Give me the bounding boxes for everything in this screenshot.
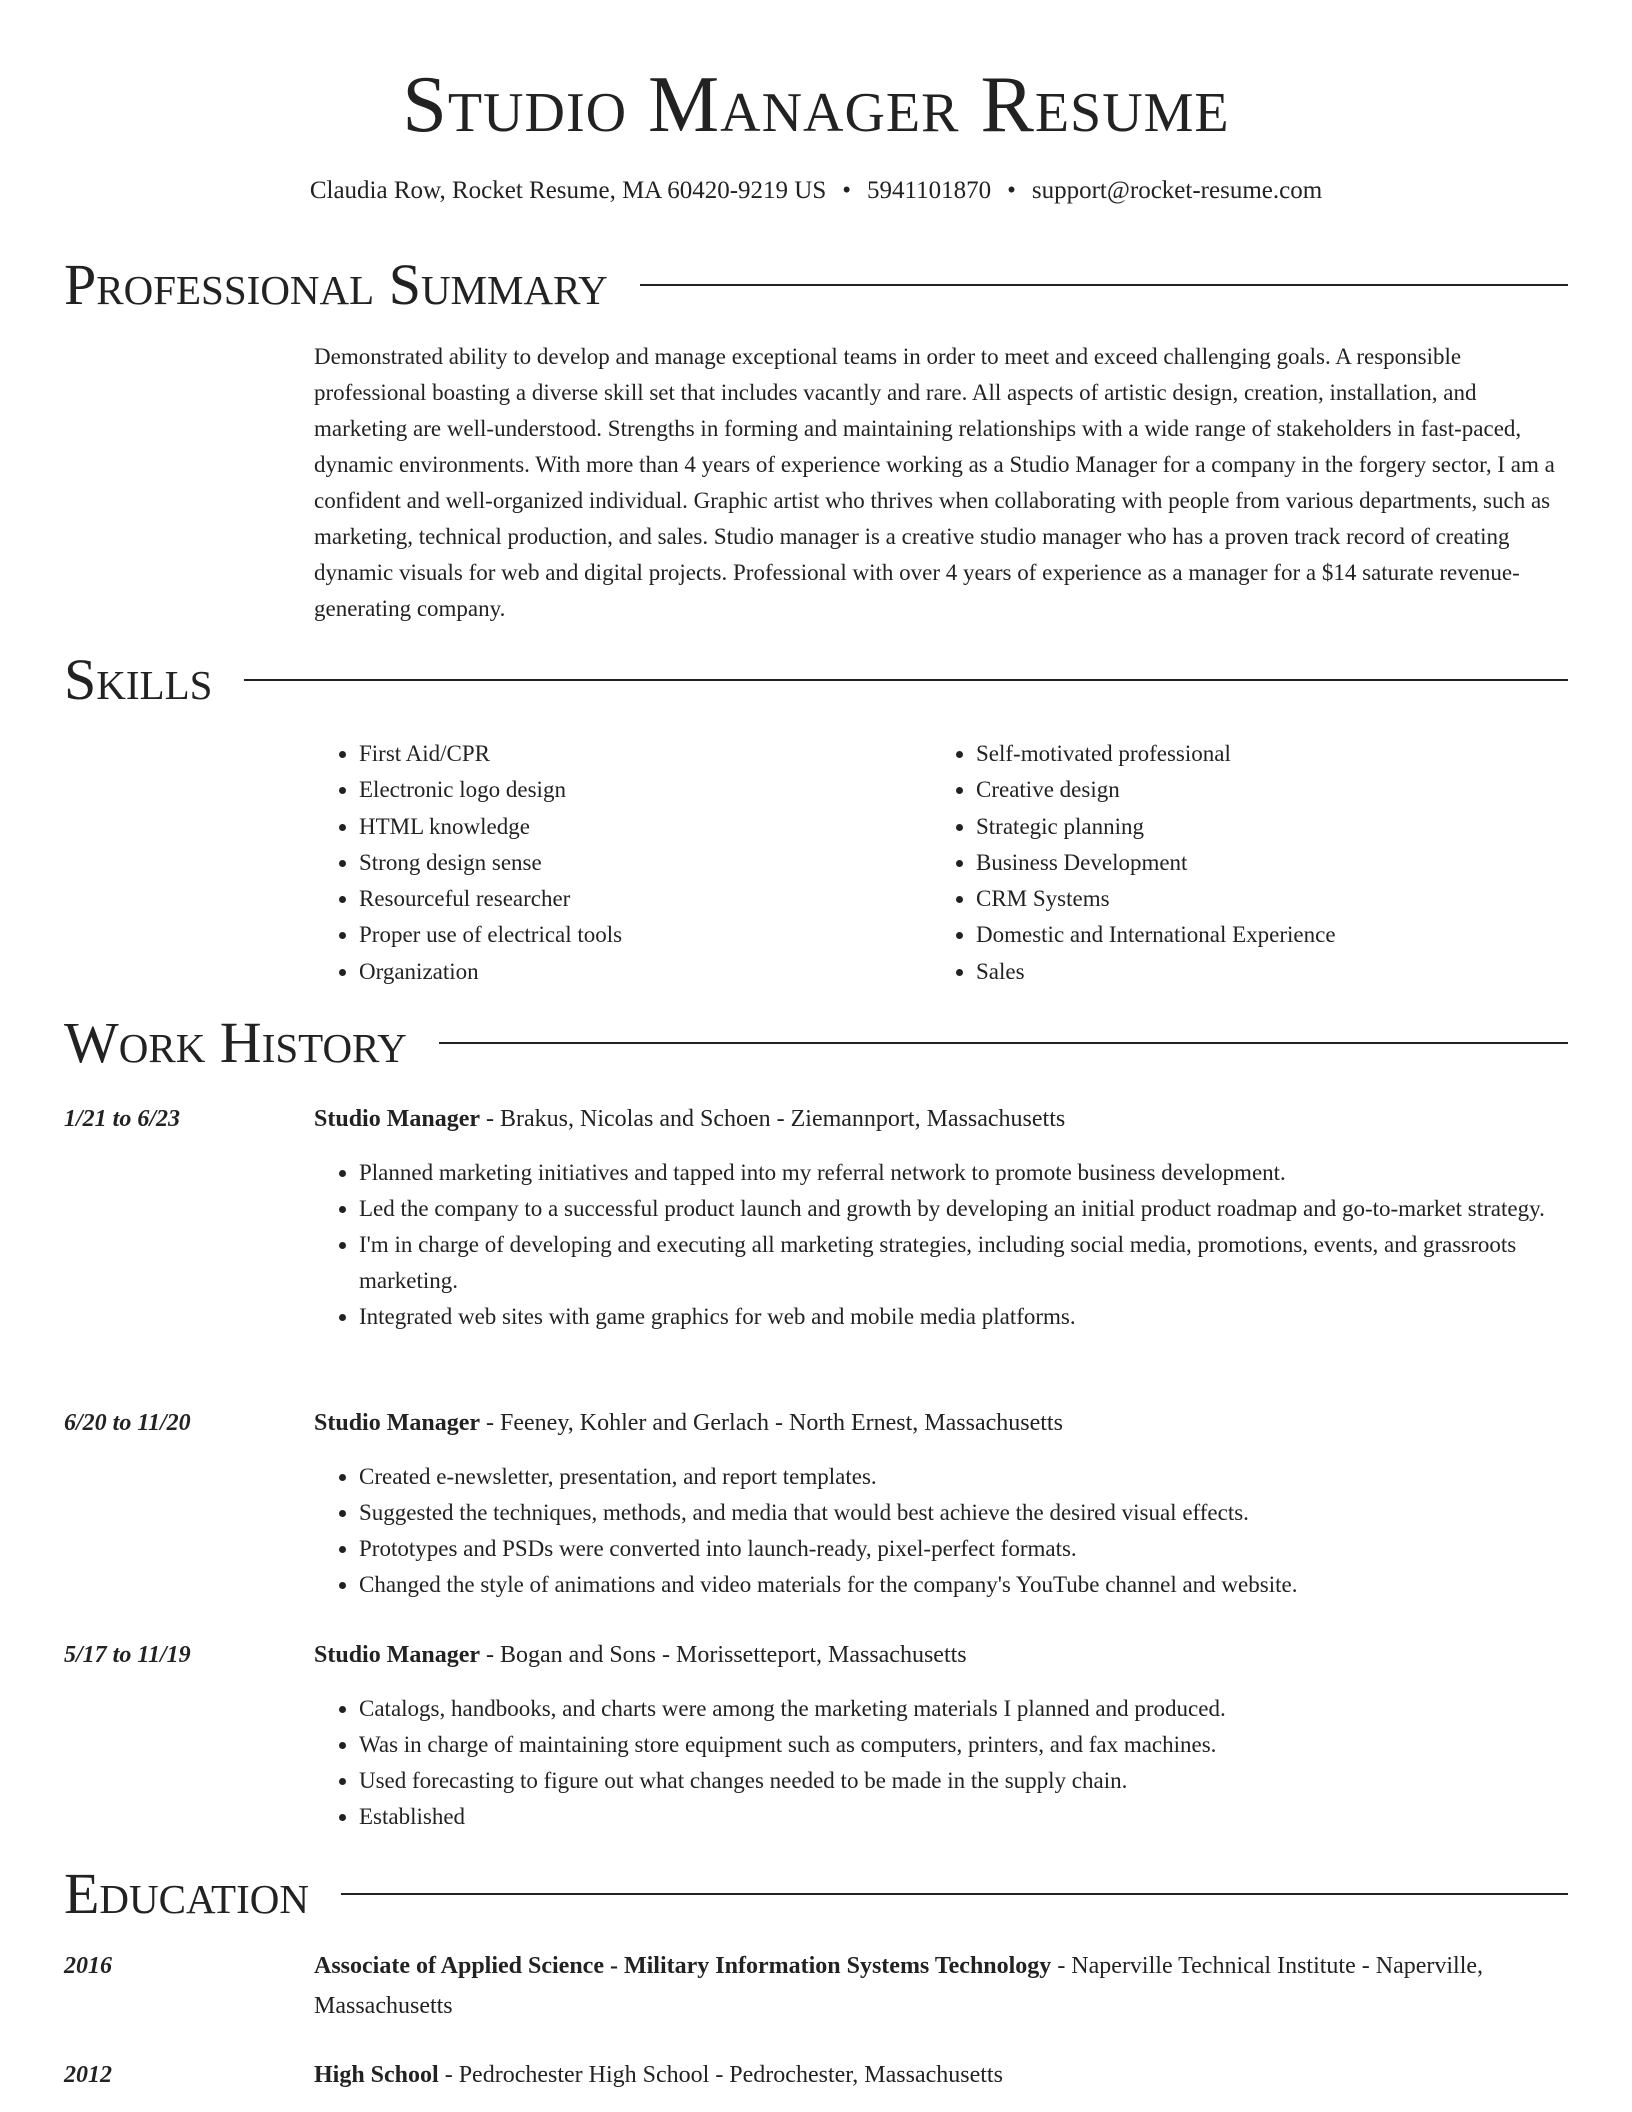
job-dates: 1/21 to 6/23 [64,1106,181,1132]
section-title-work: Work History [64,1010,407,1075]
education-school: - Pedrochester High School - Pedrochester, Massachusetts [438,2062,1003,2088]
job-bullet: • Prototypes and PSDs were converted into launch-ready, pixel-perfect formats. [359,1531,1568,1567]
skill-item: • Self-motivated professional [976,736,1548,772]
education-school: - Naperville Technical Institute - Naperville, Massachusetts [314,1953,1484,2019]
section-title-education: Education [64,1861,309,1926]
skill-item: • CRM Systems [976,881,1548,917]
skill-item: • First Aid/CPR [359,736,931,772]
job-header [314,1405,1568,1441]
skill-item: • Organization [359,954,931,990]
job-bullet: • Led the company to a successful product launch and growth by developing an initial product roadmap and go-to-market strategy. [359,1191,1568,1227]
section-title-summary: Professional Summary [64,252,608,317]
job-bullet: • Integrated web sites with game graphics for web and mobile media platforms. [359,1299,1568,1335]
education-header [314,1946,1568,2026]
skill-item: • Strategic planning [976,809,1548,845]
resume-title: Studio Manager Resume [402,61,1230,149]
skill-item: • Creative design [976,772,1548,808]
skill-item: • Domestic and International Experience [976,917,1548,953]
job-entry [64,1405,1568,1603]
job-bullet: • Planned marketing initiatives and tapped into my referral network to promote business development. [359,1155,1568,1191]
job-employer: - Brakus, Nicolas and Schoen - Ziemannport, Massachusetts [480,1106,1066,1132]
job-bullets [314,1155,1568,1335]
skill-item: • Strong design sense [359,845,931,881]
section-divider [439,1042,1568,1044]
job-header [314,1101,1568,1137]
job-bullet: • Used forecasting to figure out what changes needed to be made in the supply chain. [359,1763,1568,1799]
job-bullet: • Suggested the techniques, methods, and media that would best achieve the desired visual effects. [359,1495,1568,1531]
job-bullet: • Changed the style of animations and video materials for the company's YouTube channel and website. [359,1567,1568,1603]
skill-item: • Electronic logo design [359,772,931,808]
education-year: 2016 [64,1953,112,1979]
job-bullets [314,1459,1568,1603]
contact-line [0,174,1632,208]
summary-section-header [64,250,1568,320]
job-title: Studio Manager [314,1642,481,1668]
job-bullet: • Created e-newsletter, presentation, and report templates. [359,1459,1568,1495]
contact-separator: • [842,177,852,204]
job-bullets [314,1691,1568,1835]
skills-column-left [314,736,931,990]
section-title-skills: Skills [64,647,213,712]
job-title: Studio Manager [314,1410,481,1436]
job-bullet: • Was in charge of maintaining store equipment such as computers, printers, and fax machines. [359,1727,1568,1763]
job-entry [64,1101,1568,1335]
education-entry [64,2055,1568,2095]
education-entry [64,1946,1568,2026]
section-divider [244,679,1568,681]
contact-address: Claudia Row, Rocket Resume, MA 60420-9219 US [309,177,827,204]
education-section-header [64,1859,1568,1929]
contact-phone: 5941101870 [867,177,992,204]
contact-email: support@rocket-resume.com [1031,177,1323,204]
job-bullet: • Established [359,1799,1568,1835]
job-employer: - Bogan and Sons - Morissetteport, Massachusetts [480,1642,967,1668]
job-bullet: • I'm in charge of developing and executing all marketing strategies, including social media, promotions, events, and grassroots marketing. [359,1227,1568,1299]
job-bullet: • Catalogs, handbooks, and charts were among the marketing materials I planned and produced. [359,1691,1568,1727]
skill-item: • Sales [976,954,1548,990]
section-divider [341,1893,1568,1895]
job-entry [64,1637,1568,1835]
skills-column-right [931,736,1548,990]
skill-item: • Business Development [976,845,1548,881]
job-dates: 5/17 to 11/19 [64,1642,191,1668]
skills-list [314,736,1568,990]
skill-item: • Resourceful researcher [359,881,931,917]
education-header [314,2055,1568,2095]
job-employer: - Feeney, Kohler and Gerlach - North Ernest, Massachusetts [480,1410,1063,1436]
skill-item: • HTML knowledge [359,809,931,845]
job-title: Studio Manager [314,1106,481,1132]
contact-separator: • [1007,177,1016,204]
job-header [314,1637,1568,1673]
skills-section-header [64,645,1568,715]
summary-text: Demonstrated ability to develop and manage exceptional teams in order to meet and exceed challenging goals. A responsible professional boasting a diverse skill set that includes vacantly and rare. All aspects of artistic design, creation, installation, and marketing are well-understood. Strengths in forming and maintaining relationships with a wide range of stakeholders in fast-paced, dynamic environments. With more than 4 years of experience working as a Studio Manager for a company in the forgery sector, I am a confident and well-organized individual. Graphic artist who thrives when collaborating with people from various departments, such as marketing, technical production, and sales. Studio manager is a creative studio manager who has a proven track record of creating dynamic visuals for web and digital projects. Professional with over 4 years of experience as a manager for a $14 saturate revenue-generating company. [314,344,1555,621]
education-degree: High School [314,2062,439,2088]
work-section-header [64,1008,1568,1078]
job-dates: 6/20 to 11/20 [64,1410,191,1436]
section-divider [640,284,1568,286]
education-year: 2012 [64,2062,112,2088]
skill-item: • Proper use of electrical tools [359,917,931,953]
education-degree: Associate of Applied Science - Military Information Systems Technology [314,1953,1052,1979]
